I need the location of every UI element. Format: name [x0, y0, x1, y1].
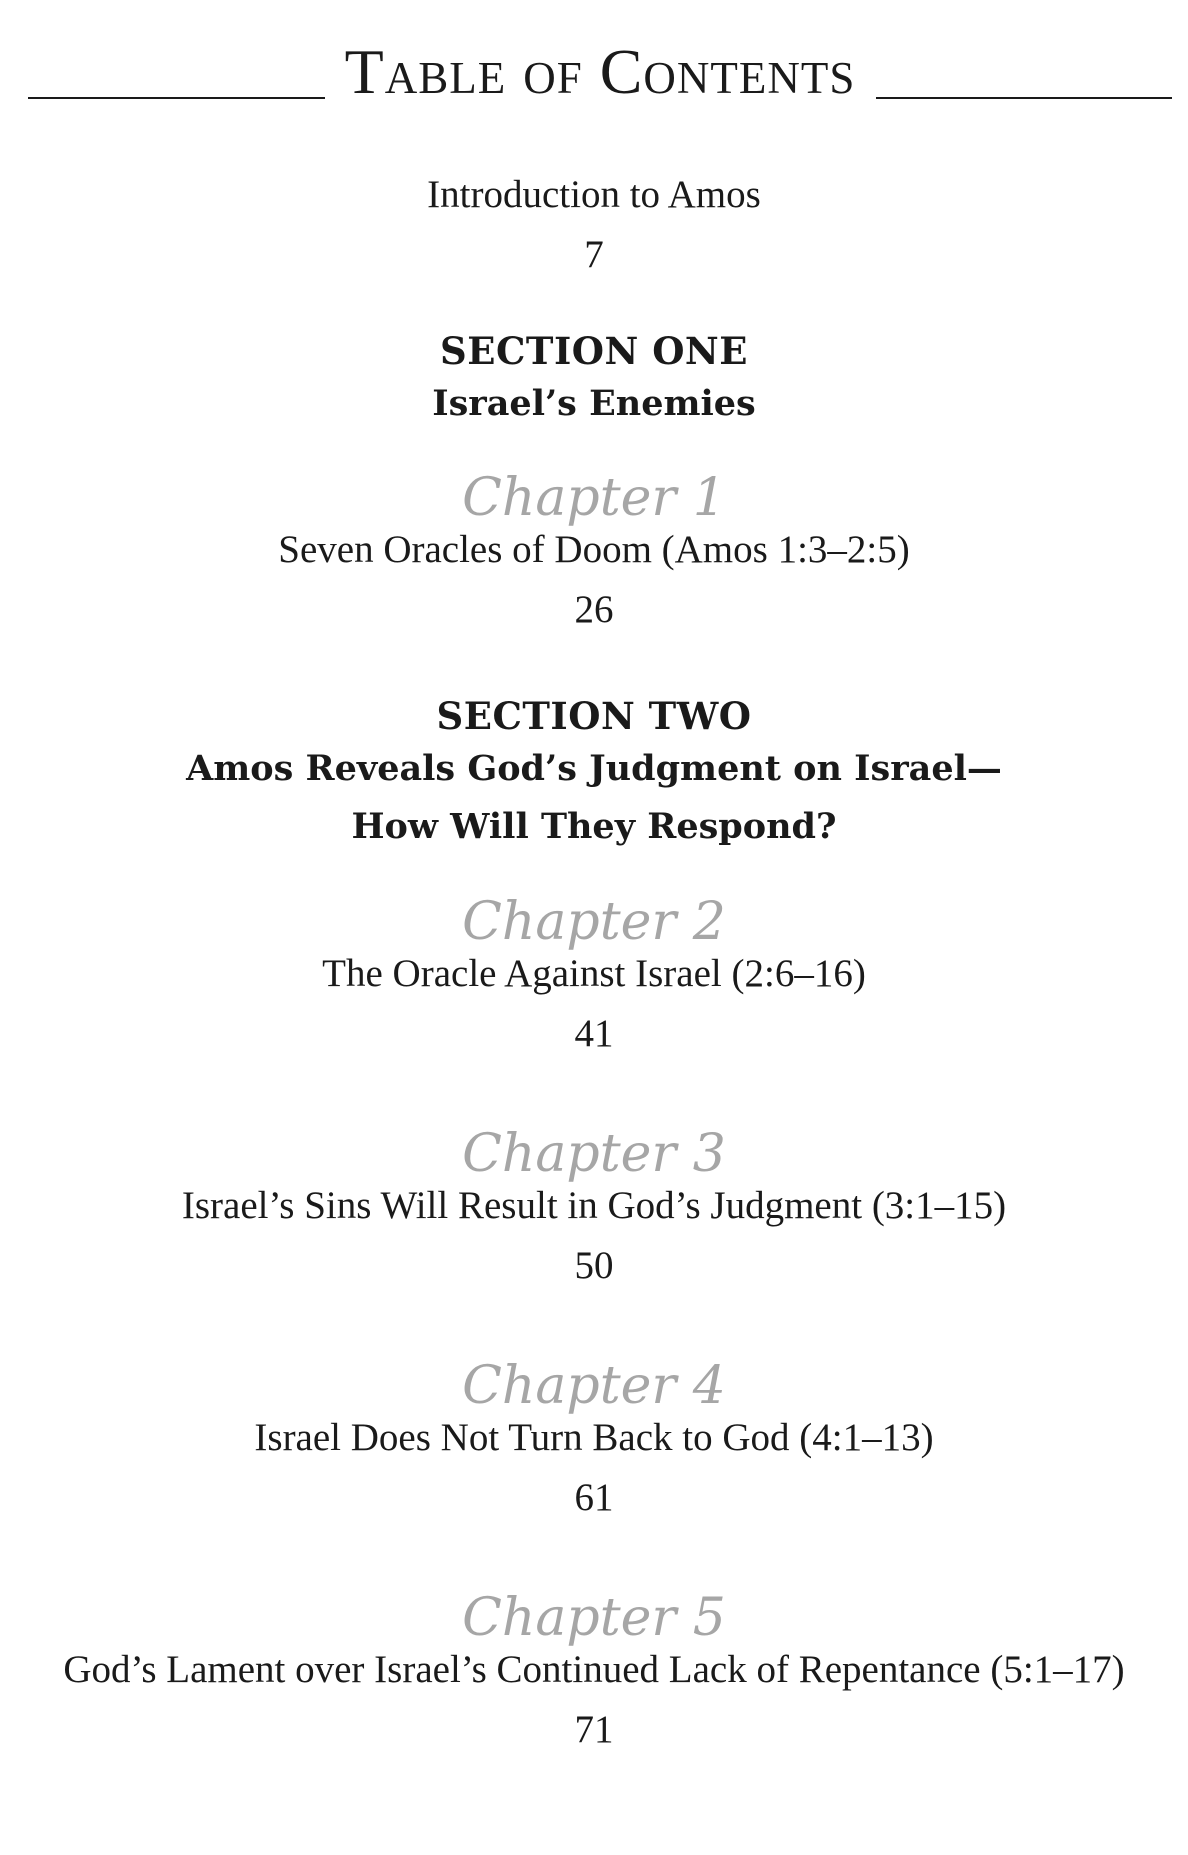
toc-entry-chapter-1[interactable]: [0, 468, 1188, 634]
toc-entry-chapter-2[interactable]: [0, 892, 1188, 1058]
toc-entry-chapter-3[interactable]: [0, 1124, 1188, 1290]
chapter-label: Chapter 4: [462, 1356, 726, 1416]
header-rule-right: [876, 97, 1172, 99]
section-heading-one: [0, 327, 1188, 433]
entry-title: The Oracle Against Israel (2:6–16): [322, 952, 866, 995]
section-title-line-2: How Will They Respond?: [351, 806, 837, 847]
chapter-label: Chapter 2: [462, 892, 726, 952]
toc-entry-chapter-5[interactable]: [0, 1588, 1188, 1754]
toc-entry-introduction[interactable]: [0, 171, 1188, 279]
entry-title: Israel Does Not Turn Back to God (4:1–13): [254, 1416, 934, 1459]
page-number: 41: [574, 1012, 614, 1055]
entry-title: Introduction to Amos: [427, 173, 761, 216]
chapter-label: Chapter 5: [462, 1588, 726, 1648]
header-rule-left: [28, 97, 325, 99]
section-label: SECTION ONE: [440, 329, 748, 373]
page-number: 26: [574, 588, 614, 631]
section-title: Israel’s Enemies: [432, 383, 756, 424]
section-title-line-1: Amos Reveals God’s Judgment on Israel—: [186, 748, 1002, 789]
page-number: 50: [574, 1244, 614, 1287]
entry-title: Israel’s Sins Will Result in God’s Judgment (3:1–15): [181, 1184, 1007, 1227]
toc-entry-chapter-4[interactable]: [0, 1356, 1188, 1522]
section-label: SECTION TWO: [436, 694, 752, 738]
page-number: 61: [574, 1476, 614, 1519]
page-title: Table of Contents: [344, 36, 856, 107]
page-number: 7: [584, 233, 604, 276]
section-heading-two: [0, 692, 1188, 856]
chapter-label: Chapter 3: [462, 1124, 726, 1184]
chapter-label: Chapter 1: [462, 468, 726, 528]
page-number: 71: [574, 1708, 614, 1751]
toc-header: [0, 30, 1188, 110]
entry-title: God’s Lament over Israel’s Continued Lack of Repentance (5:1–17): [63, 1648, 1125, 1691]
entry-title: Seven Oracles of Doom (Amos 1:3–2:5): [278, 528, 910, 571]
